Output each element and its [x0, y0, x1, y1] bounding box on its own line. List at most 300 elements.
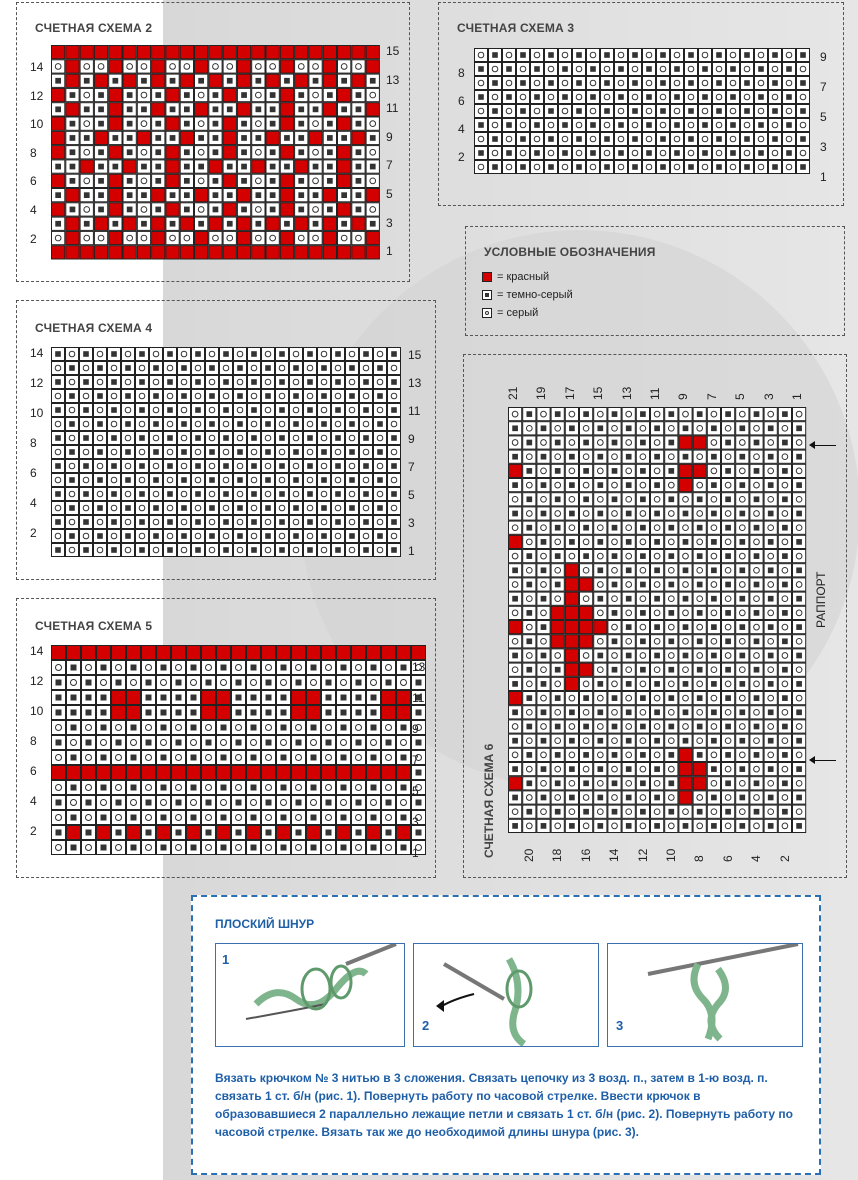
dark-gray-mark — [377, 477, 383, 483]
dark-gray-mark — [654, 681, 660, 687]
dark-gray-mark — [71, 815, 77, 821]
stitch-cell — [722, 819, 735, 832]
dark-gray-mark — [683, 738, 689, 744]
stitch-cell — [587, 161, 600, 174]
scheme-4-row-label: 13 — [408, 376, 422, 390]
dark-gray-mark — [125, 505, 131, 511]
stitch-cell — [66, 74, 79, 87]
stitch-cell — [764, 777, 777, 790]
dark-gray-mark — [697, 638, 703, 644]
stitch-cell — [651, 578, 664, 591]
dark-gray-mark — [363, 379, 369, 385]
stitch-cell — [80, 231, 93, 244]
dark-gray-mark — [84, 135, 90, 141]
stitch-cell — [636, 677, 649, 690]
stitch-cell — [322, 766, 336, 780]
stitch-cell — [580, 649, 593, 662]
dark-gray-mark — [626, 482, 632, 488]
dark-gray-mark — [356, 207, 362, 213]
dark-gray-mark — [349, 477, 355, 483]
dark-gray-mark — [782, 780, 788, 786]
stitch-cell — [180, 131, 193, 144]
stitch-cell — [277, 646, 291, 660]
stitch-cell — [94, 460, 107, 473]
dark-gray-mark — [97, 533, 103, 539]
stitch-cell — [150, 376, 163, 389]
dark-gray-mark — [654, 709, 660, 715]
stitch-cell — [580, 706, 593, 719]
dark-gray-mark — [251, 755, 257, 761]
stitch-cell — [601, 91, 614, 104]
dark-gray-mark — [711, 653, 717, 659]
stitch-cell — [722, 621, 735, 634]
stitch-cell — [594, 805, 607, 818]
stitch-cell — [142, 721, 156, 735]
dark-gray-mark — [386, 740, 392, 746]
dark-gray-mark — [772, 52, 778, 58]
stitch-cell — [52, 46, 65, 59]
stitch-cell — [778, 450, 791, 463]
dark-gray-mark — [155, 164, 161, 170]
stitch-cell — [565, 436, 578, 449]
scheme-2-row-label: 13 — [386, 72, 400, 87]
stitch-cell — [736, 464, 749, 477]
dark-gray-mark — [279, 491, 285, 497]
dark-gray-mark — [56, 740, 62, 746]
stitch-cell — [52, 721, 66, 735]
stitch-cell — [307, 826, 321, 840]
dark-gray-mark — [758, 122, 764, 128]
stitch-cell — [793, 663, 806, 676]
dark-gray-mark — [69, 477, 75, 483]
dark-gray-mark — [520, 136, 526, 142]
scheme-2-row-label: 14 — [30, 60, 44, 74]
stitch-cell — [360, 474, 373, 487]
stitch-cell — [137, 117, 150, 130]
stitch-cell — [651, 408, 664, 421]
stitch-cell — [112, 766, 126, 780]
dark-gray-mark — [237, 393, 243, 399]
stitch-cell — [252, 246, 265, 259]
dark-gray-mark — [782, 496, 788, 502]
dark-gray-mark — [782, 638, 788, 644]
dark-gray-mark — [198, 135, 204, 141]
dark-gray-mark — [161, 725, 167, 731]
stitch-cell — [277, 826, 291, 840]
scheme-4-row-label: 8 — [30, 436, 37, 450]
dark-gray-mark — [176, 710, 182, 716]
dark-gray-mark — [796, 454, 802, 460]
dark-gray-mark — [349, 421, 355, 427]
dark-gray-mark — [86, 800, 92, 806]
dark-gray-mark — [674, 122, 680, 128]
stitch-cell — [397, 796, 411, 810]
stitch-cell — [97, 736, 111, 750]
stitch-cell — [671, 49, 684, 62]
dark-gray-mark — [139, 351, 145, 357]
dark-gray-mark — [266, 740, 272, 746]
dark-gray-mark — [141, 106, 147, 112]
stitch-cell — [187, 766, 201, 780]
stitch-cell — [537, 493, 550, 506]
dark-gray-mark — [266, 680, 272, 686]
stitch-cell — [352, 721, 366, 735]
dark-gray-mark — [86, 740, 92, 746]
dark-gray-mark — [796, 653, 802, 659]
stitch-cell — [82, 646, 96, 660]
stitch-cell — [252, 117, 265, 130]
dark-gray-mark — [768, 539, 774, 545]
dark-gray-mark — [326, 695, 332, 701]
scheme-6-col-label: 12 — [635, 848, 650, 862]
stitch-cell — [318, 432, 331, 445]
stitch-cell — [337, 796, 351, 810]
dark-gray-mark — [548, 164, 554, 170]
stitch-cell — [137, 88, 150, 101]
dark-gray-mark — [512, 766, 518, 772]
stitch-cell — [94, 60, 107, 73]
stitch-cell — [503, 77, 516, 90]
stitch-cell — [523, 734, 536, 747]
dark-gray-mark — [327, 207, 333, 213]
dark-gray-mark — [632, 164, 638, 170]
dark-gray-mark — [640, 667, 646, 673]
dark-gray-mark — [492, 80, 498, 86]
stitch-cell — [252, 160, 265, 173]
stitch-cell — [778, 791, 791, 804]
dark-gray-mark — [251, 379, 257, 385]
dark-gray-mark — [506, 94, 512, 100]
dark-gray-mark — [725, 610, 731, 616]
stitch-cell — [332, 446, 345, 459]
stitch-cell — [276, 474, 289, 487]
dark-gray-mark — [195, 435, 201, 441]
stitch-cell — [764, 606, 777, 619]
dark-gray-mark — [266, 830, 272, 836]
dark-gray-mark — [251, 435, 257, 441]
stitch-cell — [722, 507, 735, 520]
stitch-cell — [338, 117, 351, 130]
dark-gray-mark — [341, 815, 347, 821]
stitch-cell — [736, 493, 749, 506]
dark-gray-mark — [146, 800, 152, 806]
stitch-cell — [722, 734, 735, 747]
dark-gray-mark — [725, 695, 731, 701]
stitch-cell — [679, 479, 692, 492]
dark-gray-mark — [356, 164, 362, 170]
dark-gray-mark — [590, 150, 596, 156]
dark-gray-mark — [697, 724, 703, 730]
dark-gray-mark — [534, 150, 540, 156]
dark-gray-mark — [265, 477, 271, 483]
stitch-cell — [736, 408, 749, 421]
stitch-cell — [509, 436, 522, 449]
dark-gray-mark — [541, 539, 547, 545]
dark-gray-mark — [512, 795, 518, 801]
stitch-cell — [234, 516, 247, 529]
stitch-cell — [367, 826, 381, 840]
dark-gray-mark — [221, 845, 227, 851]
stitch-cell — [679, 805, 692, 818]
stitch-cell — [180, 217, 193, 230]
stitch-cell — [206, 404, 219, 417]
dark-gray-mark — [139, 379, 145, 385]
dark-gray-mark — [744, 136, 750, 142]
stitch-cell — [509, 521, 522, 534]
dark-gray-mark — [782, 752, 788, 758]
dark-gray-mark — [181, 533, 187, 539]
stitch-cell — [601, 147, 614, 160]
stitch-cell — [580, 479, 593, 492]
dark-gray-mark — [711, 425, 717, 431]
dark-gray-mark — [307, 407, 313, 413]
stitch-cell — [755, 161, 768, 174]
stitch-cell — [679, 408, 692, 421]
stitch-cell — [277, 736, 291, 750]
dark-gray-mark — [711, 681, 717, 687]
dark-gray-mark — [401, 755, 407, 761]
dark-gray-mark — [512, 653, 518, 659]
crochet-step-3-icon — [608, 944, 802, 1046]
dark-gray-mark — [241, 92, 247, 98]
dark-gray-mark — [195, 379, 201, 385]
dark-gray-mark — [167, 407, 173, 413]
dark-gray-mark — [555, 440, 561, 446]
dark-gray-mark — [626, 766, 632, 772]
dark-gray-mark — [688, 80, 694, 86]
stitch-cell — [112, 691, 126, 705]
dark-gray-mark — [266, 695, 272, 701]
dark-gray-mark — [139, 547, 145, 553]
dark-gray-mark — [363, 351, 369, 357]
dark-gray-mark — [356, 121, 362, 127]
dark-gray-mark — [116, 800, 122, 806]
scheme-5-row-label: 3 — [412, 815, 419, 829]
stitch-cell — [622, 692, 635, 705]
scheme-3-grid — [474, 48, 812, 186]
dark-gray-mark — [739, 425, 745, 431]
stitch-cell — [280, 60, 293, 73]
scheme-4-row-label: 3 — [408, 516, 415, 530]
stitch-cell — [665, 763, 678, 776]
dark-gray-mark — [796, 823, 802, 829]
stitch-cell — [608, 479, 621, 492]
stitch-cell — [109, 246, 122, 259]
stitch-cell — [537, 748, 550, 761]
stitch-cell — [142, 781, 156, 795]
dark-gray-mark — [167, 351, 173, 357]
stitch-cell — [206, 488, 219, 501]
stitch-cell — [80, 362, 93, 375]
stitch-cell — [736, 521, 749, 534]
scheme-5-row-label: 14 — [30, 644, 44, 658]
stitch-cell — [622, 408, 635, 421]
stitch-cell — [750, 592, 763, 605]
stitch-cell — [66, 488, 79, 501]
dark-gray-mark — [597, 539, 603, 545]
stitch-cell — [80, 203, 93, 216]
stitch-cell — [778, 535, 791, 548]
dark-gray-mark — [161, 665, 167, 671]
dark-gray-mark — [237, 505, 243, 511]
stitch-cell — [475, 49, 488, 62]
stitch-cell — [318, 544, 331, 557]
stitch-cell — [374, 544, 387, 557]
dark-gray-mark — [772, 164, 778, 170]
dark-gray-mark — [195, 407, 201, 413]
stitch-cell — [693, 450, 706, 463]
dark-gray-mark — [688, 108, 694, 114]
stitch-cell — [509, 720, 522, 733]
stitch-cell — [651, 635, 664, 648]
stitch-cell — [234, 460, 247, 473]
dark-gray-mark — [534, 66, 540, 72]
stitch-cell — [346, 404, 359, 417]
dark-gray-mark — [56, 710, 62, 716]
dark-gray-mark — [213, 178, 219, 184]
stitch-cell — [551, 635, 564, 648]
stitch-cell — [262, 811, 276, 825]
dark-gray-mark — [356, 740, 362, 746]
scheme-2-row-label: 15 — [386, 44, 400, 58]
stitch-cell — [608, 734, 621, 747]
scheme-6-col-label: 6 — [720, 855, 735, 862]
stitch-cell — [509, 805, 522, 818]
dark-gray-mark — [782, 411, 788, 417]
stitch-cell — [195, 46, 208, 59]
dark-gray-mark — [293, 393, 299, 399]
stitch-cell — [332, 474, 345, 487]
dark-gray-mark — [279, 351, 285, 357]
stitch-cell — [292, 751, 306, 765]
dark-gray-mark — [526, 809, 532, 815]
dark-gray-mark — [311, 815, 317, 821]
dark-gray-mark — [363, 519, 369, 525]
stitch-cell — [608, 791, 621, 804]
dark-gray-mark — [739, 795, 745, 801]
stitch-cell — [187, 676, 201, 690]
dark-gray-mark — [55, 164, 61, 170]
stitch-cell — [178, 516, 191, 529]
dark-gray-mark — [266, 800, 272, 806]
stitch-cell — [545, 147, 558, 160]
dark-gray-mark — [654, 425, 660, 431]
stitch-cell — [180, 246, 193, 259]
dark-gray-mark — [562, 150, 568, 156]
dark-gray-mark — [281, 845, 287, 851]
stitch-cell — [707, 663, 720, 676]
stitch-cell — [123, 160, 136, 173]
stitch-cell — [52, 841, 66, 855]
stitch-cell — [636, 592, 649, 605]
stitch-cell — [280, 146, 293, 159]
stitch-cell — [360, 362, 373, 375]
dark-gray-mark — [101, 755, 107, 761]
dark-gray-mark — [213, 135, 219, 141]
stitch-cell — [292, 691, 306, 705]
stitch-cell — [793, 550, 806, 563]
dark-gray-mark — [782, 695, 788, 701]
stitch-cell — [52, 88, 65, 101]
dark-gray-mark — [697, 411, 703, 417]
stitch-cell — [382, 721, 396, 735]
dark-gray-mark — [112, 221, 118, 227]
dark-gray-mark — [697, 496, 703, 502]
stitch-cell — [309, 60, 322, 73]
stitch-cell — [736, 635, 749, 648]
dark-gray-mark — [236, 695, 242, 701]
scheme-6-col-label: 17 — [562, 386, 577, 400]
dark-gray-mark — [478, 66, 484, 72]
dark-gray-mark — [335, 519, 341, 525]
dark-gray-mark — [327, 92, 333, 98]
stitch-cell — [531, 133, 544, 146]
stitch-cell — [736, 578, 749, 591]
stitch-cell — [237, 246, 250, 259]
dark-gray-mark — [293, 533, 299, 539]
stitch-cell — [736, 805, 749, 818]
stitch-cell — [671, 77, 684, 90]
stitch-cell — [722, 649, 735, 662]
stitch-cell — [202, 721, 216, 735]
scheme-2-row-label: 4 — [30, 203, 37, 217]
stitch-cell — [152, 103, 165, 116]
stitch-cell — [209, 217, 222, 230]
dark-gray-mark — [754, 440, 760, 446]
dark-gray-mark — [758, 66, 764, 72]
stitch-cell — [337, 646, 351, 660]
stitch-cell — [266, 217, 279, 230]
stitch-cell — [382, 646, 396, 660]
stitch-cell — [52, 474, 65, 487]
stitch-cell — [276, 530, 289, 543]
dark-gray-mark — [674, 150, 680, 156]
dark-gray-mark — [478, 94, 484, 100]
dark-gray-mark — [478, 122, 484, 128]
dark-gray-mark — [654, 795, 660, 801]
stitch-cell — [80, 246, 93, 259]
dark-gray-mark — [341, 192, 347, 198]
dark-gray-mark — [754, 468, 760, 474]
stitch-cell — [523, 819, 536, 832]
stitch-cell — [122, 432, 135, 445]
dark-gray-mark — [341, 785, 347, 791]
stitch-cell — [736, 663, 749, 676]
stitch-cell — [722, 677, 735, 690]
dark-gray-mark — [583, 695, 589, 701]
scheme-6-col-label: 13 — [619, 386, 634, 400]
scheme-6-col-label: 10 — [664, 848, 678, 862]
stitch-cell — [172, 751, 186, 765]
dark-gray-mark — [141, 78, 147, 84]
dark-gray-mark — [725, 667, 731, 673]
stitch-cell — [112, 811, 126, 825]
stitch-cell — [322, 661, 336, 675]
stitch-cell — [693, 564, 706, 577]
dark-gray-mark — [236, 740, 242, 746]
dark-gray-mark — [654, 482, 660, 488]
stitch-cell — [366, 203, 379, 216]
stitch-cell — [195, 103, 208, 116]
stitch-cell — [332, 418, 345, 431]
dark-gray-mark — [141, 164, 147, 170]
stitch-cell — [699, 49, 712, 62]
stitch-cell — [615, 161, 628, 174]
stitch-cell — [565, 550, 578, 563]
dark-gray-mark — [209, 449, 215, 455]
stitch-cell — [699, 133, 712, 146]
stitch-cell — [622, 606, 635, 619]
